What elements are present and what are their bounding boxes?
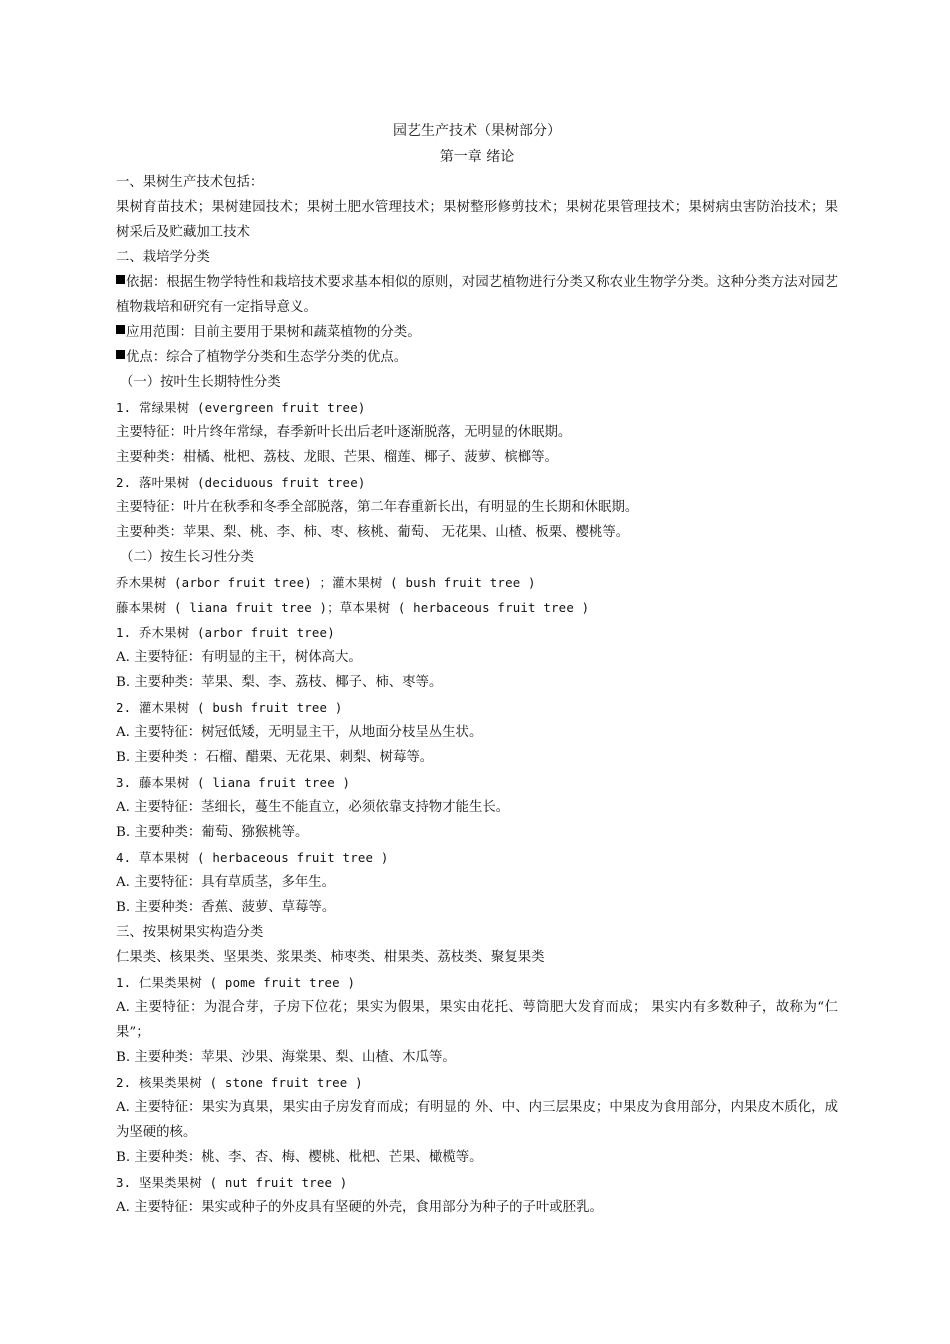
text-line: 1. 常绿果树 (evergreen fruit tree) bbox=[116, 400, 366, 415]
paragraph: 果树育苗技术；果树建园技术；果树土肥水管理技术；果树整形修剪技术；果树花果管理技术；果树病虫害防治技术；果树采后及贮藏加工技术 bbox=[116, 200, 838, 240]
text-line: 主要特征：叶片在秋季和冬季全部脱落，第二年春重新长出，有明显的生长期和休眠期。 bbox=[116, 500, 639, 515]
text-line: 主要特征：叶片终年常绿，春季新叶长出后老叶逐渐脱落，无明显的休眠期。 bbox=[116, 425, 572, 440]
text-line: 3. 藤本果树 ( liana fruit tree ) bbox=[116, 775, 351, 790]
text-line: 2. 落叶果树 (deciduous fruit tree) bbox=[116, 475, 366, 490]
text-line: 乔木果树 (arbor fruit tree) ；灌木果树 ( bush fruit tree ) bbox=[116, 575, 536, 590]
subsection-heading: （一）按叶生长期特性分类 bbox=[120, 375, 281, 390]
square-bullet-icon bbox=[116, 275, 125, 284]
square-bullet-icon bbox=[116, 350, 125, 359]
paragraph: A. 主要特征：为混合芽，子房下位花；果实为假果，果实由花托、萼筒肥大发育而成； 果实内有多数种子，故称为“仁果”； bbox=[116, 1000, 838, 1040]
text-line: 1. 仁果类果树 ( pome fruit tree ) bbox=[116, 975, 356, 990]
text-line: 3. 坚果类果树 ( nut fruit tree ) bbox=[116, 1175, 348, 1190]
text-line: A. 主要特征：具有草质茎，多年生。 bbox=[116, 875, 336, 890]
chapter-title: 第一章 绪论 bbox=[439, 149, 515, 165]
bullet-item bbox=[116, 345, 838, 370]
bullet-item bbox=[116, 320, 838, 345]
text-line: A. 主要特征：果实或种子的外皮具有坚硬的外壳，食用部分为种子的子叶或胚乳。 bbox=[116, 1200, 603, 1215]
section-heading: 一、果树生产技术包括： bbox=[116, 175, 264, 190]
text-line: 主要种类：柑橘、枇杷、荔枝、龙眼、芒果、榴莲、椰子、菠萝、槟榔等。 bbox=[116, 450, 558, 465]
section-heading: 二、栽培学分类 bbox=[116, 250, 210, 265]
text-line: 4. 草本果树 ( herbaceous fruit tree ) bbox=[116, 850, 389, 865]
text-line: B. 主要种类：葡萄、猕猴桃等。 bbox=[116, 825, 309, 840]
bullet-text: 依据：根据生物学特性和栽培技术要求基本相似的原则，对园艺植物进行分类又称农业生物学分类。这种分类方法对园艺植物栽培和研究有一定指导意义。 bbox=[116, 275, 838, 315]
text-line: 2. 核果类果树 ( stone fruit tree ) bbox=[116, 1075, 363, 1090]
text-line: B. 主要种类 ：石榴、醋栗、无花果、刺梨、树莓等。 bbox=[116, 750, 434, 765]
subsection-heading: （二）按生长习性分类 bbox=[120, 550, 254, 565]
text-line: 仁果类、核果类、坚果类、浆果类、柿枣类、柑果类、荔枝类、聚复果类 bbox=[116, 950, 545, 965]
text-line: A. 主要特征：有明显的主干，树体高大。 bbox=[116, 650, 362, 665]
text-line: 1. 乔木果树 (arbor fruit tree) bbox=[116, 625, 335, 640]
text-line: B. 主要种类：香蕉、菠萝、草莓等。 bbox=[116, 900, 336, 915]
square-bullet-icon bbox=[116, 325, 125, 334]
text-line: 藤本果树 ( liana fruit tree )；草本果树 ( herbaceous fruit tree ) bbox=[116, 600, 590, 615]
text-line: A. 主要特征：树冠低矮，无明显主干，从地面分枝呈丛生状。 bbox=[116, 725, 483, 740]
text-line: B. 主要种类：苹果、梨、李、荔枝、椰子、柿、枣等。 bbox=[116, 675, 443, 690]
section-heading: 三、按果树果实构造分类 bbox=[116, 925, 264, 940]
bullet-item bbox=[116, 270, 838, 320]
text-line: A. 主要特征：茎细长，蔓生不能直立，必须依靠支持物才能生长。 bbox=[116, 800, 510, 815]
text-line: 2. 灌木果树 ( bush fruit tree ) bbox=[116, 700, 343, 715]
document-title: 园艺生产技术（果树部分） bbox=[393, 123, 561, 139]
paragraph: A. 主要特征：果实为真果，果实由子房发育而成；有明显的 外、中、内三层果皮；中果皮为食用部分，内果皮木质化，成为坚硬的核。 bbox=[116, 1100, 838, 1140]
bullet-text: 应用范围：目前主要用于果树和蔬菜植物的分类。 bbox=[126, 325, 421, 340]
text-line: 主要种类：苹果、梨、桃、李、柿、枣、核桃、葡萄、 无花果、山楂、板栗、樱桃等。 bbox=[116, 525, 630, 540]
text-line: B. 主要种类：桃、李、杏、梅、樱桃、枇杷、芒果、橄榄等。 bbox=[116, 1150, 483, 1165]
bullet-text: 优点：综合了植物学分类和生态学分类的优点。 bbox=[126, 350, 408, 365]
document-body bbox=[116, 118, 838, 1220]
text-line: B. 主要种类：苹果、沙果、海棠果、梨、山楂、木瓜等。 bbox=[116, 1050, 456, 1065]
